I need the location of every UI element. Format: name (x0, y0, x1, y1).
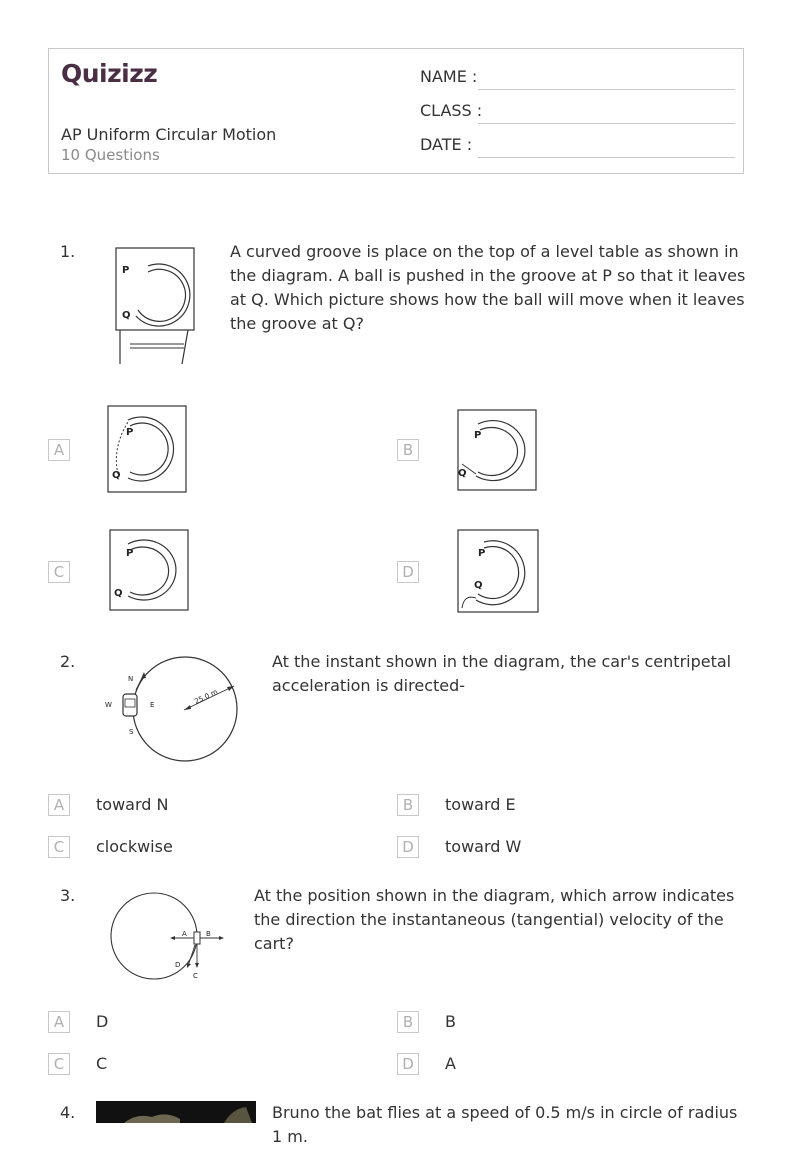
q1-c-label-p: P (126, 548, 134, 559)
q2-option-b-text[interactable]: toward E (445, 795, 516, 814)
q3-arrowhead-c (195, 963, 199, 968)
worksheet-title: AP Uniform Circular Motion (61, 125, 277, 144)
q3-label-d: D (175, 961, 181, 969)
question-2-number: 2. (60, 652, 76, 671)
q2-option-a-box[interactable]: A (48, 794, 70, 816)
question-3-number: 3. (60, 886, 76, 905)
q1-option-a-box[interactable]: A (48, 439, 70, 461)
q3-option-b-box[interactable]: B (397, 1011, 419, 1033)
q2-option-d-box[interactable]: D (397, 836, 419, 858)
name-field[interactable] (420, 67, 735, 93)
q1-option-d-box[interactable]: D (397, 561, 419, 583)
q1-c-label-q: Q (114, 588, 123, 599)
question-3-diagram (108, 890, 230, 984)
q1-option-a-diagram[interactable] (104, 402, 190, 496)
question-4-number: 4. (60, 1103, 76, 1122)
q3-label-b: B (206, 930, 211, 938)
question-1-number: 1. (60, 242, 76, 261)
q3-option-d-box[interactable]: D (397, 1053, 419, 1075)
q2-label-n: N (128, 675, 134, 683)
q3-arrow-d (188, 945, 195, 966)
q1-a-label-q: Q (112, 470, 121, 481)
q3-arrowhead-b (219, 936, 224, 940)
q1-b-label-p: P (474, 430, 482, 441)
q1-d-label-q: Q (474, 580, 483, 591)
question-1-diagram (108, 244, 200, 366)
q3-option-c-text[interactable]: C (96, 1054, 108, 1073)
q1-b-table (458, 410, 536, 490)
q1-option-b-box[interactable]: B (397, 439, 419, 461)
q2-label-w: W (105, 701, 112, 709)
class-field[interactable] (420, 101, 735, 127)
class-line (478, 123, 735, 124)
question-2-text: At the instant shown in the diagram, the car's centripetal acceleration is directed- (272, 652, 732, 695)
q3-label-c: C (193, 972, 198, 980)
bat-wing (224, 1107, 252, 1123)
q1-d-table (458, 530, 538, 612)
question-2-diagram (100, 652, 242, 766)
q2-option-c-text[interactable]: clockwise (96, 837, 173, 856)
question-1-text: A curved groove is place on the top of a level table as shown in the diagram. A ball is pushed in the groove at P so that it leaves at Q. Which picture shows how the ball will move when it leaves the groove at Q? (230, 242, 746, 333)
q3-label-a: A (182, 930, 187, 938)
q2-radius-arrowhead (184, 705, 191, 710)
q1-a-label-p: P (126, 427, 134, 438)
worksheet-header (48, 48, 744, 174)
q2-option-c-box[interactable]: C (48, 836, 70, 858)
date-line (478, 157, 735, 158)
name-label: NAME : (420, 67, 478, 86)
quizizz-logo: Quizizz (61, 59, 158, 88)
q3-cart-icon (194, 932, 200, 944)
q1-label-p: P (122, 265, 130, 276)
date-label: DATE : (420, 135, 473, 154)
question-4-text: Bruno the bat flies at a speed of 0.5 m/s in circle of radius 1 m. (272, 1103, 738, 1146)
q1-table-leg (182, 330, 188, 364)
q3-option-a-box[interactable]: A (48, 1011, 70, 1033)
q2-option-d-text[interactable]: toward W (445, 837, 522, 856)
q1-label-q: Q (122, 310, 131, 321)
q3-arrowhead-d (187, 963, 191, 968)
question-3-text: At the position shown in the diagram, which arrow indicates the direction the instantaneous (tangential) velocity of the cart? (254, 886, 735, 953)
question-4-bat-photo (96, 1101, 256, 1123)
bat-wing (124, 1114, 180, 1123)
date-field[interactable] (420, 135, 735, 161)
q3-option-d-text[interactable]: A (445, 1054, 456, 1073)
q3-option-b-text[interactable]: B (445, 1012, 456, 1031)
q3-option-a-text[interactable]: D (96, 1012, 109, 1031)
bat-image (96, 1101, 256, 1123)
q3-arrowhead-a (170, 936, 175, 940)
q1-option-b-diagram[interactable] (454, 406, 540, 494)
q2-label-s: S (129, 728, 134, 736)
q2-option-a-text[interactable]: toward N (96, 795, 169, 814)
q2-option-b-box[interactable]: B (397, 794, 419, 816)
class-label: CLASS : (420, 101, 483, 120)
q2-label-e: E (150, 701, 155, 709)
q1-option-c-box[interactable]: C (48, 561, 70, 583)
q2-circle (133, 657, 237, 761)
q1-option-c-diagram[interactable] (106, 526, 192, 614)
q1-option-d-diagram[interactable] (454, 526, 542, 616)
q1-b-label-q: Q (458, 468, 467, 479)
q1-d-label-p: P (478, 548, 486, 559)
question-count: 10 Questions (61, 146, 160, 164)
q3-option-c-box[interactable]: C (48, 1053, 70, 1075)
name-line (478, 89, 735, 90)
q2-radius-label: 25.0 m (193, 687, 220, 706)
